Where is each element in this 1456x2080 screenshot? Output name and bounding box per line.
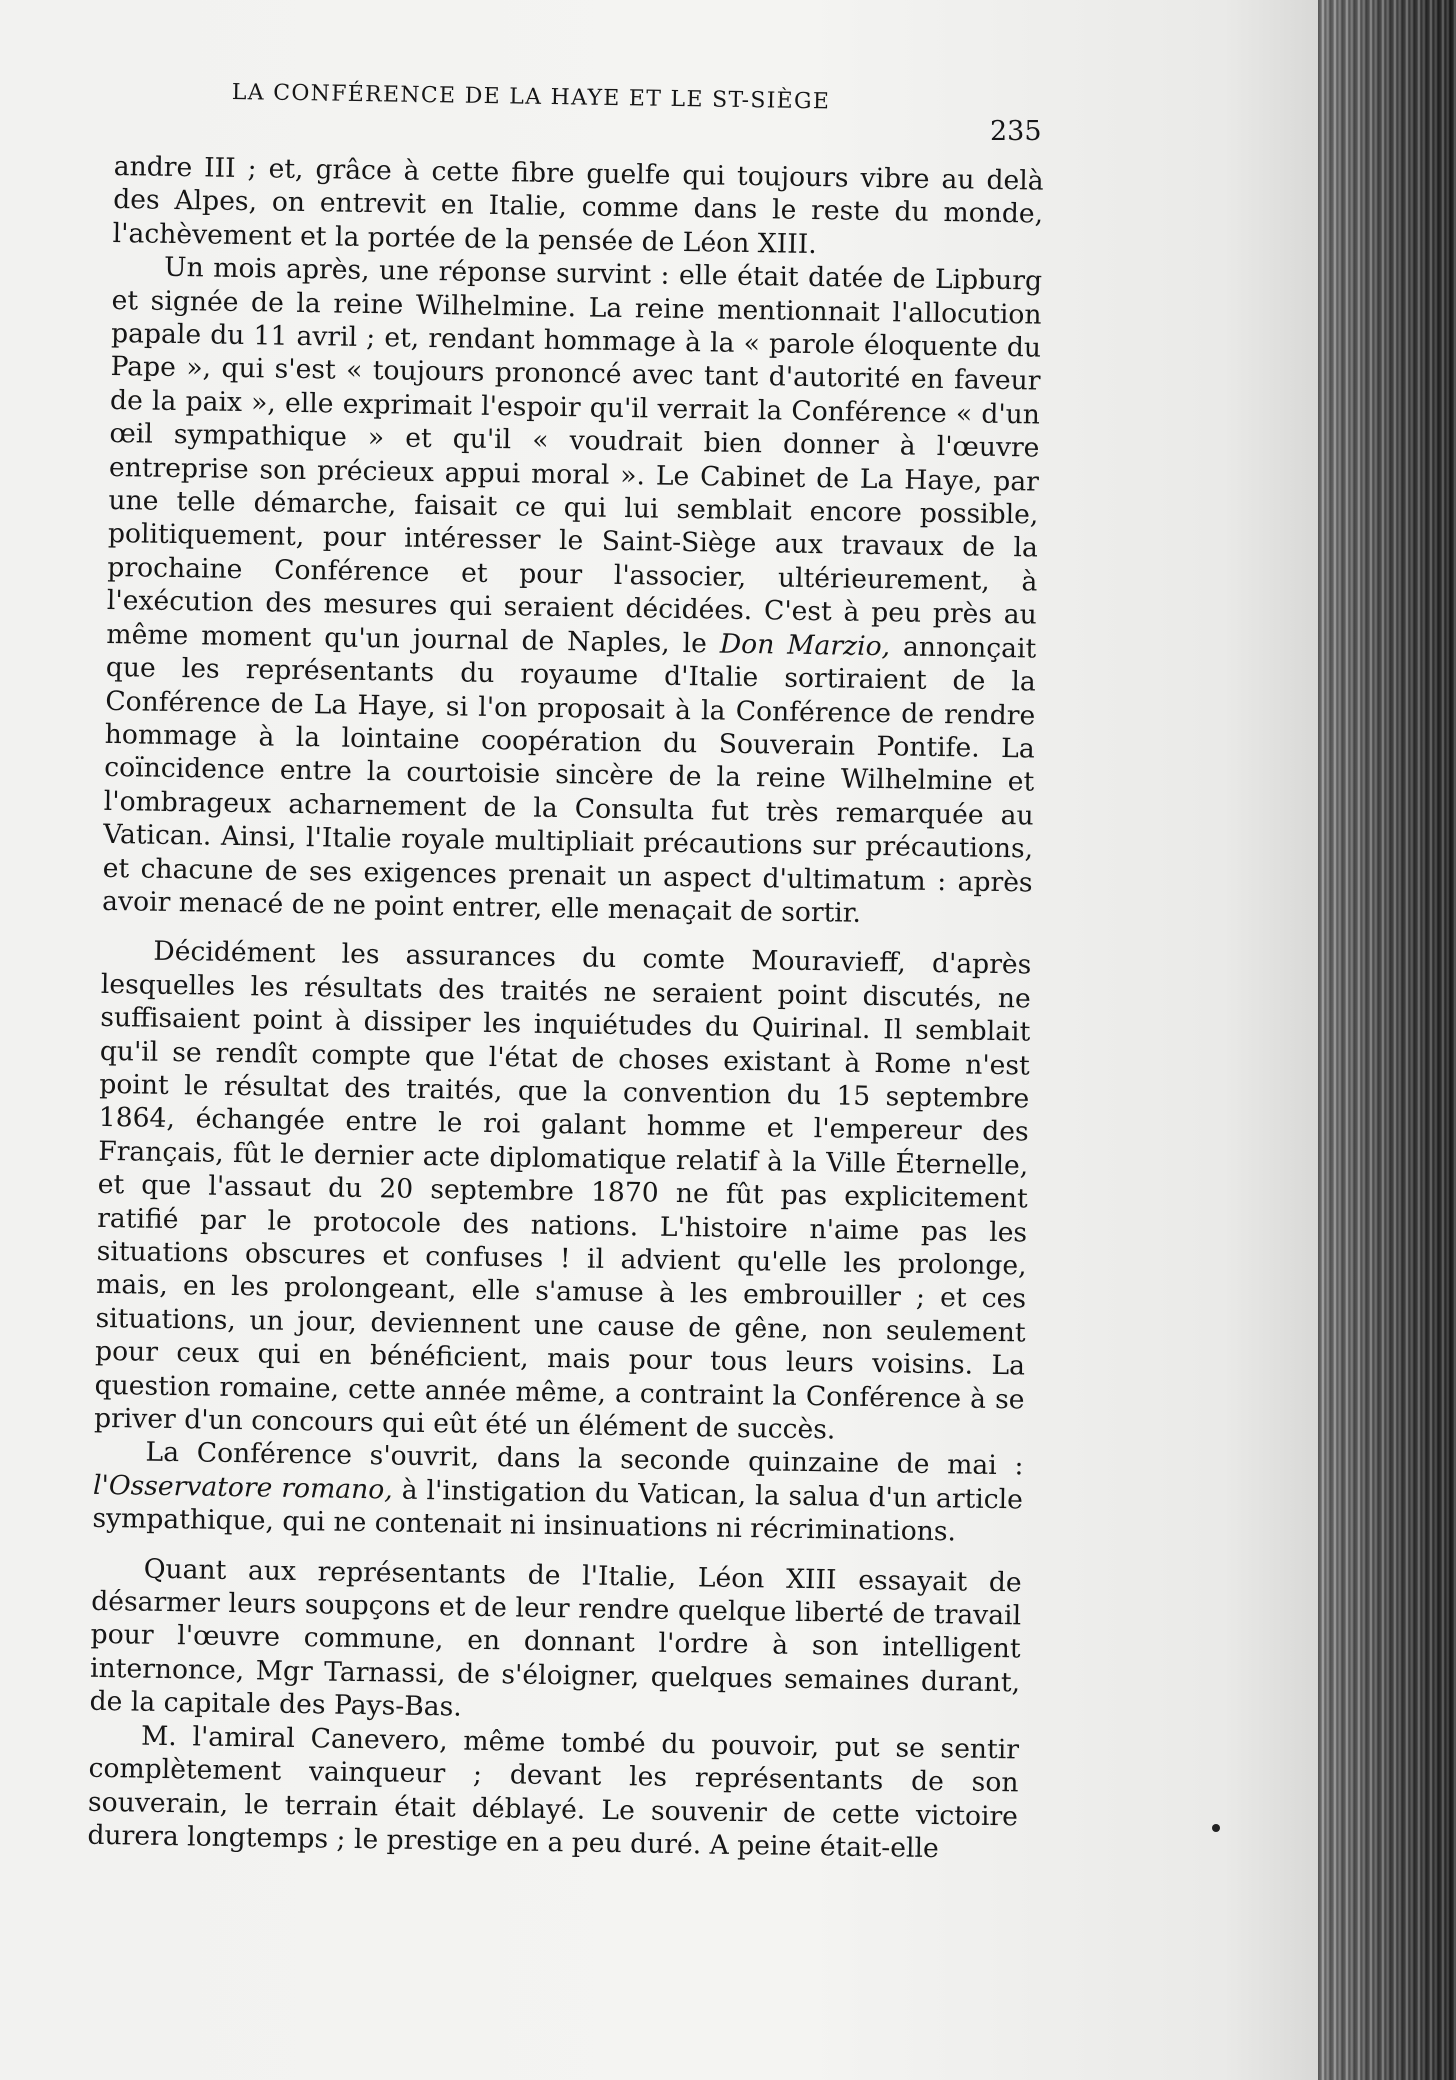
paragraph: Quant aux représentants de l'Italie, Léon XIII essayait de désarmer leurs soupçons et de leur rendre quelque liberté de travail pour l'œuvre commune, en donnant l'ordre à son intelligent internonce, Mgr Tarnassi, de s'éloigner, quelques semaines durant, de la capitale des Pays-Bas. xyxy=(89,1553,1022,1723)
paragraph-text: annonçait que les représentants du royaume d'Italie sortiraient de la Conférence de La Haye, si l'on proposait à la Conférence de rendre hommage à la lointaine coopération du Souverain Pontife. La coïncidence entre la courtoisie sincère de la reine Wilhelmine et l'ombrageux acharnement de la Consulta fut très remarquée au Vatican. Ainsi, l'Italie royale multipliait précautions sur précautions, et chacune de ses exigences prenait un aspect d'ultimatum : après avoir menacé de ne point entrer, elle menaçait de sortir. xyxy=(101,631,1037,929)
running-title: LA CONFÉRENCE DE LA HAYE ET LE ST-SIÈGE xyxy=(231,80,831,115)
paragraph xyxy=(92,1435,1023,1550)
paragraph-text: Un mois après, une réponse survint : elle était datée de Lipburg et signée de la reine Wilhelmine. La reine mentionnait l'allocution papale du 11 avril ; et, rendant hommage à la « parole éloquente du Pape », qui s'est « toujours prononcé avec tant d'autorité en faveur de la paix », elle exprimait l'espoir qu'il verrait la Conférence « d'un œil sympathique » et qu'il « voudrait bien donner à l'œuvre entreprise son précieux appui moral ». Le Cabinet de La Haye, par une telle démarche, faisait ce qui lui semblait encore possible, politiquement, pour intéresser le Saint-Siège aux travaux de la prochaine Conférence et pour l'associer, ultérieurement, à l'exécution des mesures qui seraient décidées. C'est à peu près au même moment qu'un journal de Naples, le xyxy=(106,252,1043,660)
body-text xyxy=(87,150,1044,1867)
page-number: 235 xyxy=(990,116,1042,147)
paragraph: Décidément les assurances du comte Mouravieff, d'après lesquelles les résultats des traités ne seraient point discutés, ne suffisaient point à dissiper les inquiétudes du Quirinal. Il semblait qu'il se rendît compte que l'état de choses existant à Rome n'est point le résultat des traités, que la convention du 15 septembre 1864, échangée entre le roi galant homme et l'empereur des Français, fût le dernier acte diplomatique relatif à la Ville Éternelle, et que l'assaut du 20 septembre 1870 ne fût pas explicitement ratifié par le protocole des nations. L'histoire n'aime pas les situations obscures et confuses ! il advient qu'elle les prolonge, mais, en les prolongeant, elle s'amuse à les embrouiller ; et ces situations, un jour, deviennent une cause de gêne, non seulement pour ceux qui en bénéficient, mais pour tous leurs voisins. La question romaine, cette année même, a contraint la Conférence à se priver d'un concours qui eût été un élément de succès. xyxy=(93,936,1032,1446)
paragraph: andre III ; et, grâce à cette fibre guelfe qui toujours vibre au delà des Alpes, on entrevit en Italie, comme dans le reste du monde, l'achèvement et la portée de la pensée de Léon XIII. xyxy=(112,150,1044,260)
page-edge-stack xyxy=(1318,0,1456,2080)
paragraph xyxy=(102,250,1042,933)
ink-mark xyxy=(1212,1824,1220,1832)
paragraph-text: à l'instigation du Vatican, la salua d'un article sympathique, qui ne contenait ni insinuations ni récriminations. xyxy=(92,1474,1024,1548)
paragraph: M. l'amiral Canevero, même tombé du pouvoir, put se sentir complètement vainqueur ; devant les représentants de son souverain, le terrain était déblayé. Le souvenir de cette victoire durera longtemps ; le prestige en a peu duré. A peine était-elle xyxy=(87,1720,1020,1865)
paragraph-text: La Conférence s'ouvrit, dans la seconde quinzaine de mai : xyxy=(145,1437,1024,1482)
newspaper-title: Don Marzio, xyxy=(719,628,891,662)
newspaper-title: l'Osservatore romano, xyxy=(92,1469,393,1506)
